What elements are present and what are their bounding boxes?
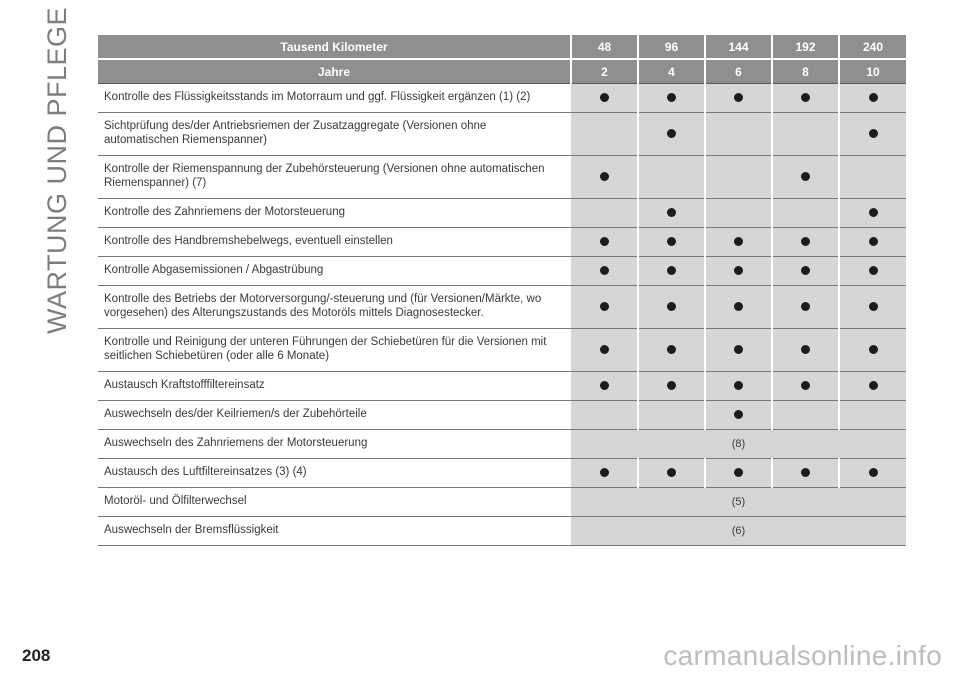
km-header-96: 96 bbox=[638, 35, 705, 59]
row-label: Kontrolle der Riemenspannung der Zubehörsteuerung (Versionen ohne automatischen Riemenspanner) (7) bbox=[98, 156, 571, 199]
table-row bbox=[98, 430, 906, 459]
check-dot-icon bbox=[600, 172, 609, 181]
interval-cell bbox=[839, 329, 906, 372]
check-dot-icon bbox=[869, 93, 878, 102]
interval-cell bbox=[772, 329, 839, 372]
section-title-text: WARTUNG UND PFLEGE bbox=[42, 6, 73, 334]
interval-cell bbox=[571, 199, 638, 228]
table-row bbox=[98, 228, 906, 257]
interval-cell bbox=[571, 228, 638, 257]
row-note: (6) bbox=[571, 517, 906, 546]
interval-cell bbox=[772, 372, 839, 401]
row-label: Auswechseln des/der Keilriemen/s der Zubehörteile bbox=[98, 401, 571, 430]
interval-cell bbox=[638, 286, 705, 329]
check-dot-icon bbox=[801, 345, 810, 354]
interval-cell bbox=[638, 156, 705, 199]
interval-cell bbox=[772, 459, 839, 488]
km-header-144: 144 bbox=[705, 35, 772, 59]
interval-cell bbox=[839, 401, 906, 430]
check-dot-icon bbox=[667, 302, 676, 311]
check-dot-icon bbox=[600, 93, 609, 102]
row-label: Kontrolle des Flüssigkeitsstands im Motorraum und ggf. Flüssigkeit ergänzen (1) (2) bbox=[98, 84, 571, 113]
km-header-240: 240 bbox=[839, 35, 906, 59]
table-row bbox=[98, 401, 906, 430]
interval-cell bbox=[571, 459, 638, 488]
year-header-8: 8 bbox=[772, 59, 839, 84]
row-label: Kontrolle des Betriebs der Motorversorgung/-steuerung und (für Versionen/Märkte, wo vorgesehen) des Alterungszustands des Motoröls mittels Diagnosestecker. bbox=[98, 286, 571, 329]
check-dot-icon bbox=[869, 302, 878, 311]
interval-cell bbox=[705, 199, 772, 228]
interval-cell bbox=[772, 84, 839, 113]
section-title-vertical bbox=[20, 6, 96, 334]
interval-cell bbox=[705, 286, 772, 329]
interval-cell bbox=[705, 459, 772, 488]
interval-cell bbox=[772, 257, 839, 286]
interval-cell bbox=[839, 156, 906, 199]
interval-cell bbox=[705, 113, 772, 156]
header-row-years bbox=[98, 59, 906, 84]
check-dot-icon bbox=[600, 468, 609, 477]
check-dot-icon bbox=[734, 237, 743, 246]
check-dot-icon bbox=[600, 237, 609, 246]
interval-cell bbox=[772, 156, 839, 199]
table-row bbox=[98, 286, 906, 329]
check-dot-icon bbox=[869, 129, 878, 138]
maintenance-schedule-table bbox=[98, 35, 906, 546]
row-label: Austausch Kraftstofffiltereinsatz bbox=[98, 372, 571, 401]
year-header-2: 2 bbox=[571, 59, 638, 84]
check-dot-icon bbox=[801, 172, 810, 181]
check-dot-icon bbox=[869, 237, 878, 246]
interval-cell bbox=[638, 329, 705, 372]
interval-cell bbox=[638, 459, 705, 488]
check-dot-icon bbox=[667, 266, 676, 275]
table-row bbox=[98, 113, 906, 156]
check-dot-icon bbox=[801, 468, 810, 477]
row-label: Auswechseln des Zahnriemens der Motorsteuerung bbox=[98, 430, 571, 459]
interval-cell bbox=[839, 113, 906, 156]
check-dot-icon bbox=[869, 266, 878, 275]
km-header-192: 192 bbox=[772, 35, 839, 59]
row-label: Sichtprüfung des/der Antriebsriemen der Zusatzaggregate (Versionen ohne automatischen Riemenspanner) bbox=[98, 113, 571, 156]
year-header-4: 4 bbox=[638, 59, 705, 84]
interval-cell bbox=[638, 113, 705, 156]
row-label: Austausch des Luftfiltereinsatzes (3) (4) bbox=[98, 459, 571, 488]
row-note: (8) bbox=[571, 430, 906, 459]
row-label: Auswechseln der Bremsflüssigkeit bbox=[98, 517, 571, 546]
header-row-km bbox=[98, 35, 906, 59]
interval-cell bbox=[638, 257, 705, 286]
check-dot-icon bbox=[734, 410, 743, 419]
interval-cell bbox=[571, 113, 638, 156]
table-row bbox=[98, 517, 906, 546]
check-dot-icon bbox=[801, 381, 810, 390]
year-header-10: 10 bbox=[839, 59, 906, 84]
km-label-header: Tausend Kilometer bbox=[98, 35, 571, 59]
year-header-6: 6 bbox=[705, 59, 772, 84]
table-row bbox=[98, 156, 906, 199]
check-dot-icon bbox=[869, 345, 878, 354]
interval-cell bbox=[772, 286, 839, 329]
interval-cell bbox=[772, 401, 839, 430]
table-row bbox=[98, 488, 906, 517]
check-dot-icon bbox=[734, 302, 743, 311]
check-dot-icon bbox=[667, 381, 676, 390]
check-dot-icon bbox=[734, 266, 743, 275]
interval-cell bbox=[705, 257, 772, 286]
check-dot-icon bbox=[734, 93, 743, 102]
interval-cell bbox=[839, 372, 906, 401]
check-dot-icon bbox=[600, 302, 609, 311]
check-dot-icon bbox=[869, 208, 878, 217]
check-dot-icon bbox=[667, 468, 676, 477]
interval-cell bbox=[571, 372, 638, 401]
interval-cell bbox=[839, 228, 906, 257]
interval-cell bbox=[571, 156, 638, 199]
check-dot-icon bbox=[667, 208, 676, 217]
check-dot-icon bbox=[667, 93, 676, 102]
interval-cell bbox=[638, 372, 705, 401]
check-dot-icon bbox=[667, 129, 676, 138]
check-dot-icon bbox=[801, 266, 810, 275]
check-dot-icon bbox=[600, 381, 609, 390]
interval-cell bbox=[772, 199, 839, 228]
interval-cell bbox=[705, 372, 772, 401]
check-dot-icon bbox=[734, 345, 743, 354]
page-number: 208 bbox=[22, 646, 51, 665]
interval-cell bbox=[638, 199, 705, 228]
interval-cell bbox=[839, 84, 906, 113]
row-label: Motoröl- und Ölfilterwechsel bbox=[98, 488, 571, 517]
check-dot-icon bbox=[801, 302, 810, 311]
interval-cell bbox=[571, 257, 638, 286]
row-label: Kontrolle und Reinigung der unteren Führungen der Schiebetüren für die Versionen mit seitlichen Schiebetüren (oder alle 6 Monate) bbox=[98, 329, 571, 372]
row-label: Kontrolle des Handbremshebelwegs, eventuell einstellen bbox=[98, 228, 571, 257]
interval-cell bbox=[571, 84, 638, 113]
interval-cell bbox=[571, 329, 638, 372]
check-dot-icon bbox=[667, 345, 676, 354]
interval-cell bbox=[772, 228, 839, 257]
check-dot-icon bbox=[734, 468, 743, 477]
interval-cell bbox=[571, 401, 638, 430]
check-dot-icon bbox=[600, 345, 609, 354]
interval-cell bbox=[638, 228, 705, 257]
table-row bbox=[98, 84, 906, 113]
row-note: (5) bbox=[571, 488, 906, 517]
interval-cell bbox=[772, 113, 839, 156]
check-dot-icon bbox=[801, 93, 810, 102]
check-dot-icon bbox=[869, 468, 878, 477]
interval-cell bbox=[839, 286, 906, 329]
table-row bbox=[98, 372, 906, 401]
row-label: Kontrolle Abgasemissionen / Abgastrübung bbox=[98, 257, 571, 286]
check-dot-icon bbox=[600, 266, 609, 275]
interval-cell bbox=[839, 199, 906, 228]
year-label-header: Jahre bbox=[98, 59, 571, 84]
interval-cell bbox=[839, 459, 906, 488]
interval-cell bbox=[638, 84, 705, 113]
interval-cell bbox=[571, 286, 638, 329]
table-row bbox=[98, 257, 906, 286]
table-row bbox=[98, 199, 906, 228]
interval-cell bbox=[705, 156, 772, 199]
check-dot-icon bbox=[734, 381, 743, 390]
row-label: Kontrolle des Zahnriemens der Motorsteuerung bbox=[98, 199, 571, 228]
km-header-48: 48 bbox=[571, 35, 638, 59]
interval-cell bbox=[705, 228, 772, 257]
table-row bbox=[98, 459, 906, 488]
table-row bbox=[98, 329, 906, 372]
check-dot-icon bbox=[869, 381, 878, 390]
check-dot-icon bbox=[801, 237, 810, 246]
interval-cell bbox=[705, 84, 772, 113]
interval-cell bbox=[705, 401, 772, 430]
watermark: carmanualsonline.info bbox=[663, 640, 942, 671]
schedule-body bbox=[98, 84, 906, 546]
interval-cell bbox=[638, 401, 705, 430]
interval-cell bbox=[705, 329, 772, 372]
check-dot-icon bbox=[667, 237, 676, 246]
interval-cell bbox=[839, 257, 906, 286]
